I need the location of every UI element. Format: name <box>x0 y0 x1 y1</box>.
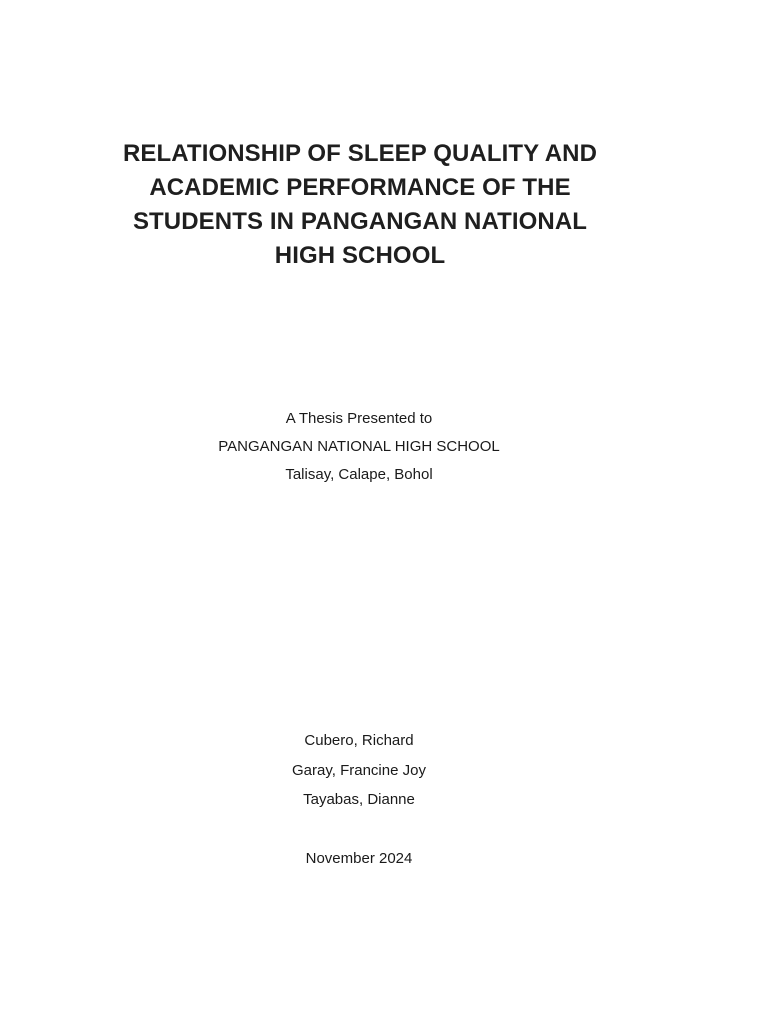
thesis-title-line: STUDENTS IN PANGANGAN NATIONAL <box>132 208 588 235</box>
thesis-title-line: HIGH SCHOOL <box>274 242 446 269</box>
author-name: Cubero, Richard <box>304 732 414 749</box>
author-name: Garay, Francine Joy <box>292 761 426 779</box>
school-name: PANGANGAN NATIONAL HIGH SCHOOL <box>218 438 500 455</box>
author-name: Tayabas, Dianne <box>303 791 415 808</box>
thesis-title <box>100 137 620 273</box>
presentation-block <box>159 405 559 489</box>
submission-date: November 2024 <box>305 850 413 867</box>
thesis-title-line: RELATIONSHIP OF SLEEP QUALITY AND <box>122 140 598 167</box>
school-address: Talisay, Calape, Bohol <box>285 466 433 483</box>
authors-block <box>159 726 559 815</box>
thesis-title-line: ACADEMIC PERFORMANCE OF THE <box>149 174 571 201</box>
presented-to-text: A Thesis Presented to <box>285 410 433 427</box>
